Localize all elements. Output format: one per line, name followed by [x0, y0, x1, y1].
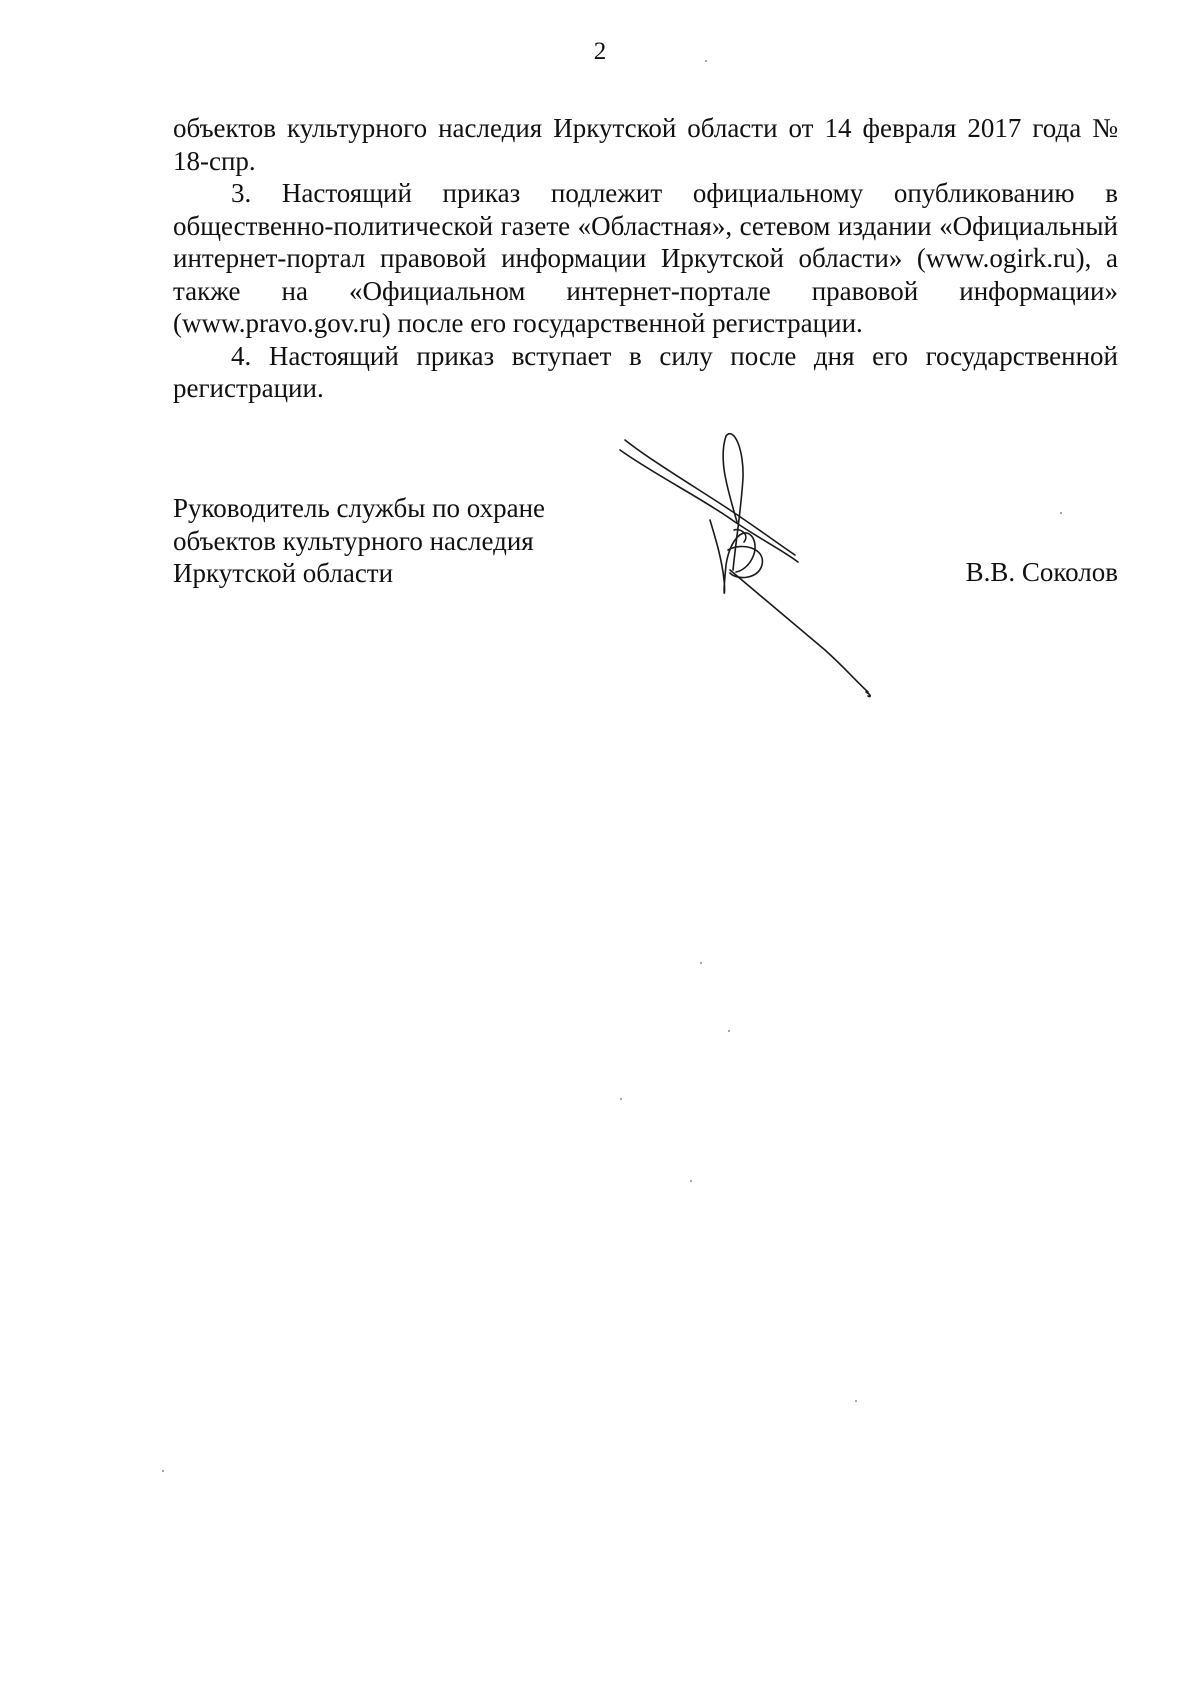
- scan-speck: [690, 1180, 692, 1182]
- paragraph-item-4: 4. Настоящий приказ вступает в силу после дня его государственной регистрации.: [173, 340, 1118, 403]
- page-number: 2: [593, 38, 607, 65]
- paragraph-continuation: объектов культурного наследия Иркутской области от 14 февраля 2017 года № 18-спр.: [173, 113, 1118, 176]
- signer-position-line-3: Иркутской области: [173, 558, 394, 588]
- scan-speck: [855, 1400, 857, 1402]
- scan-speck: [1060, 512, 1062, 514]
- document-body: [173, 112, 1118, 405]
- signer-name: В.В. Соколов: [965, 557, 1118, 587]
- signer-position-line-1: Руководитель службы по охране: [173, 493, 546, 523]
- scan-speck: [162, 1470, 164, 1472]
- scan-speck: [705, 60, 707, 62]
- signer-position: [173, 492, 545, 590]
- signer-position-line-2: объектов культурного наследия: [173, 525, 534, 556]
- handwritten-signature: [610, 430, 910, 700]
- scan-speck: [728, 1030, 730, 1032]
- scan-speck: [620, 1098, 622, 1100]
- scan-speck: [700, 962, 702, 964]
- paragraph-item-3: 3. Настоящий приказ подлежит официальному опубликованию в общественно-политической газете «Областная», сетевом издании «Официальный интернет-портал правовой информации Иркутской области» (www.ogirk.ru), а также на «Официальном интернет-портале правовой информации» (www.pravo.gov.ru) после его государственной регистрации.: [173, 178, 1118, 338]
